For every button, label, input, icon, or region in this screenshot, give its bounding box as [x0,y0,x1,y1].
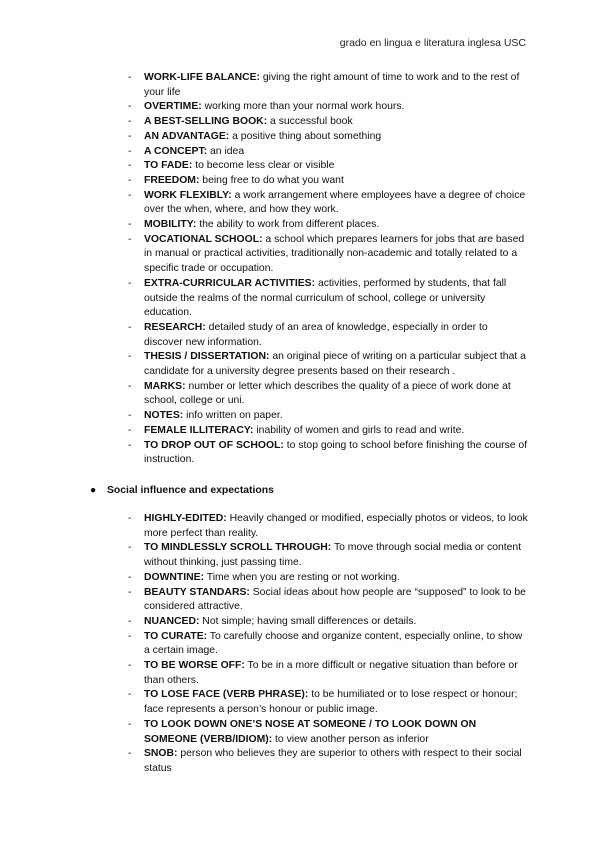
dash-bullet: - [128,351,132,363]
dash-bullet: - [128,615,132,627]
dash-bullet: - [128,277,132,289]
dash-bullet: - [128,233,132,245]
dash-bullet: - [128,160,132,172]
dash-bullet: - [128,101,132,113]
term: OVERTIME: [144,101,202,113]
definition: to become less clear or visible [192,160,335,172]
definition: Social ideas about how people are “supposed” to look to be considered attractive. [144,586,526,613]
term: FEMALE ILLITERACY: [144,424,254,436]
term: MARKS: [144,380,186,392]
dash-bullet: - [128,130,132,142]
definition: activities, performed by students, that fall outside the realms of the normal curriculum of school, college or university education. [144,277,507,319]
term: TO FADE: [144,160,193,172]
term: SNOB: [144,748,178,760]
dash-bullet: - [128,424,132,436]
list-item [128,350,528,379]
definition: To move through social media or content without thinking, just passing time. [144,542,522,569]
dash-bullet: - [128,513,132,524]
definition: detailed study of an area of knowledge, especially in order to discover new information. [144,321,488,348]
list-item [128,659,528,688]
definition: person who believes they are superior to others with respect to their social status [144,748,522,774]
definition: an original piece of writing on a particular subject that a candidate for a university degree presents based on their research . [144,351,526,378]
page-header: grado en lingua e literatura inglesa USC [339,37,526,49]
dash-bullet: - [128,586,132,598]
list-item [128,718,528,747]
term: DOWNTINE: [144,571,205,583]
term: TO LOSE FACE (VERB PHRASE): [144,689,309,701]
list-item [128,615,528,630]
dash-bullet: - [128,439,132,451]
term: FREEDOM: [144,174,200,186]
term: HIGHLY-EDITED: [144,513,227,524]
definition: being free to do what you want [199,174,344,186]
list-item [128,512,528,541]
term: TO MINDLESSLY SCROLL THROUGH: [144,542,332,554]
list-item [128,115,528,130]
list-item [128,586,528,615]
dash-bullet: - [128,571,132,583]
dash-bullet: - [128,189,132,201]
definition: the ability to work from different places. [196,219,380,231]
term: RESEARCH: [144,321,206,333]
term: EXTRA-CURRICULAR ACTIVITIES: [144,277,316,289]
term: TO BE WORSE OFF: [144,660,245,672]
dash-bullet: - [128,174,132,186]
definition: info written on paper. [183,410,283,422]
term: TO DROP OUT OF SCHOOL: [144,439,284,451]
list-item [128,541,528,570]
dash-bullet: - [128,542,132,554]
list-item [128,409,528,424]
dash-bullet: - [128,72,132,83]
dash-bullet: - [128,219,132,231]
definition: to view another person as inferior [272,733,429,745]
definition: number or letter which describes the quality of a piece of work done at school, college or uni. [144,380,511,407]
list-item [128,218,528,233]
bullet-dot-icon: ● [90,485,97,496]
dash-bullet: - [128,660,132,672]
list-item [128,233,528,277]
list-item [128,100,528,115]
term: THESIS / DISSERTATION: [144,351,270,363]
list-item [128,277,528,321]
term: VOCATIONAL SCHOOL: [144,233,263,245]
definition: To carefully choose and organize content, especially online, to show a certain image. [144,630,523,657]
vocabulary-list-work-education [128,71,528,468]
list-item [128,321,528,350]
list-item [128,189,528,218]
definition: a successful book [267,116,353,128]
dash-bullet: - [128,145,132,157]
list-item [128,159,528,174]
definition: a school which prepares learners for jobs that are based in manual or practical activities, traditionally non-academic and totally related to a specific trade or occupation. [144,233,525,275]
term: TO CURATE: [144,630,208,642]
definition: to stop going to school before finishing the course of instruction. [144,439,528,466]
definition: a work arrangement where employees have a degree of choice over the when, where, and how they work. [144,189,526,216]
dash-bullet: - [128,630,132,642]
term: WORK FLEXIBLY: [144,189,232,201]
term: MOBILITY: [144,219,197,231]
list-item [128,747,528,776]
definition: Not simple; having small differences or details. [199,615,417,627]
term: AN ADVANTAGE: [144,130,230,142]
definition: giving the right amount of time to work and to the rest of your life [144,72,520,98]
dash-bullet: - [128,718,132,730]
term: BEAUTY STANDARS: [144,586,250,598]
list-item [128,380,528,409]
list-item [128,71,528,100]
dash-bullet: - [128,116,132,128]
definition: To be in a more difficult or negative situation than before or than others. [144,660,518,686]
section-title: Social influence and expectations [107,485,274,496]
term: NOTES: [144,410,184,422]
list-item [128,424,528,439]
list-item [128,130,528,145]
term: TO LOOK DOWN ONE’S NOSE AT SOMEONE / TO LOOK DOWN ON SOMEONE (VERB/IDIOM): [144,718,477,745]
definition: working more than your normal work hours. [201,101,405,113]
dash-bullet: - [128,748,132,760]
list-item [128,145,528,160]
term: WORK-LIFE BALANCE: [144,72,261,83]
list-item [128,439,528,468]
list-item [128,174,528,189]
list-item [128,688,528,717]
vocabulary-list-social-influence [128,512,528,777]
dash-bullet: - [128,380,132,392]
dash-bullet: - [128,689,132,701]
definition: Time when you are resting or not working. [204,571,400,583]
definition: an idea [207,145,245,157]
list-item [128,571,528,586]
dash-bullet: - [128,321,132,333]
term: A BEST-SELLING BOOK: [144,116,268,128]
dash-bullet: - [128,410,132,422]
term: NUANCED: [144,615,200,627]
definition: Heavily changed or modified, especially photos or videos, to look more perfect than reality. [144,513,528,539]
list-item [128,630,528,659]
section-heading [90,484,274,499]
definition: inability of women and girls to read and write. [253,424,465,436]
term: A CONCEPT: [144,145,208,157]
definition: to be humiliated or to lose respect or honour; face represents a person’s honour or public image. [144,689,518,716]
definition: a positive thing about something [229,130,382,142]
